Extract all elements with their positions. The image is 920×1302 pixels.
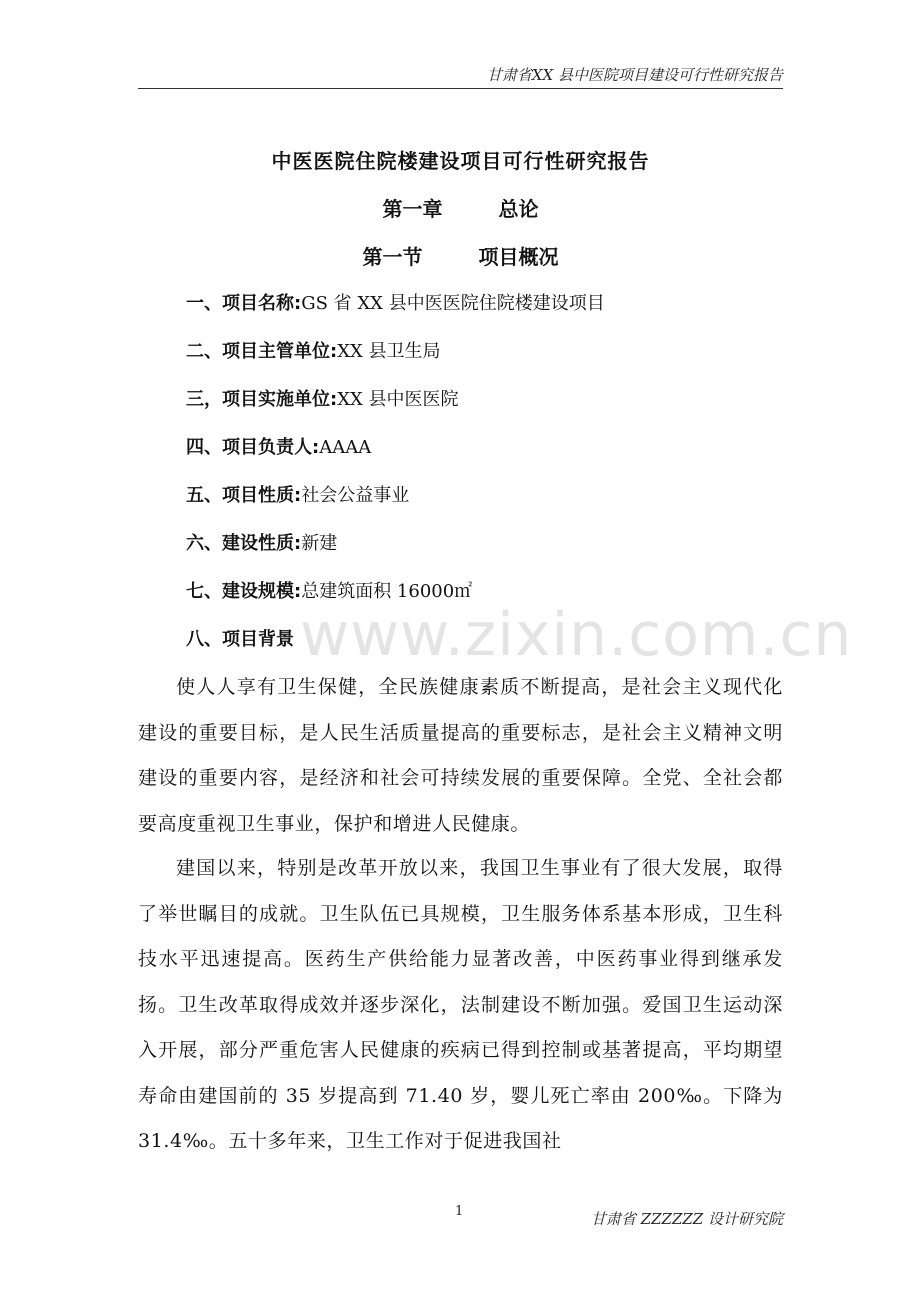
item-label: 三，项目实施单位: [186,389,338,410]
item-label: 六、建设性质: [186,533,302,554]
watermark: www.zixin.com.cn [300,600,853,670]
item-label: 五、项目性质: [186,485,302,506]
item-label: 一、项目名称: [186,293,302,314]
item-value: XX 县中医医院 [337,389,459,410]
item-label: 二、项目主管单位: [186,341,338,362]
item-value: 新建 [301,533,338,554]
header-divider [138,88,783,89]
item-label: 七、建设规模: [186,581,302,602]
section-name: 项目概况 [478,245,559,269]
item-project-background [186,625,294,651]
body-paragraph: 使人人享有卫生保健，全民族健康素质不断提高，是社会主义现代化建设的重要目标，是人民生活质量提高的重要标志，是社会主义精神文明建设的重要内容，是经济和社会可持续发展的重要保障。全党、全社会都要高度重视卫生事业，保护和增进人民健康。 [138,676,783,835]
document-title: 中医医院住院楼建设项目可行性研究报告 [271,149,650,173]
section-heading [138,241,783,270]
item-value: XX 县卫生局 [337,341,441,362]
item-project-nature [186,481,409,507]
item-label: 四、项目负责人: [186,437,320,458]
chapter-name: 总论 [498,197,539,221]
item-construction-scale [186,577,472,603]
chapter-heading [138,193,783,222]
item-project-name [186,289,605,315]
item-value: AAAA [319,437,372,458]
running-header: 甘肃省XX 县中医院项目建设可行性研究报告 [486,66,783,84]
item-value: 总建筑面积 16000㎡ [301,581,473,602]
running-footer: 甘肃省 ZZZZZZ 设计研究院 [590,1210,783,1228]
item-implementing-unit [186,385,459,411]
item-responsible-person [186,433,371,459]
item-supervising-unit [186,337,441,363]
item-value: 社会公益事业 [301,485,410,506]
body-paragraph: 建国以来，特别是改革开放以来，我国卫生事业有了很大发展，取得了举世瞩目的成就。卫生队伍已具规模，卫生服务体系基本形成，卫生科技水平迅速提高。医药生产供给能力显著改善，中医药事业得到继承发扬。卫生改革取得成效并逐步深化，法制建设不断加强。爱国卫生运动深入开展，部分严重危害人民健康的疾病已得到控制或基著提高，平均期望寿命由建国前的 35 岁提高到 71.40 岁，婴儿死亡率由 200‰。下降为 31.4‰。五十多年来，卫生工作对于促进我国社 [138,857,783,1152]
item-value: GS 省 XX 县中医医院住院楼建设项目 [301,293,605,314]
page-number: 1 [455,1204,464,1219]
chapter-number: 第一章 [382,197,443,221]
item-label: 八、项目背景 [186,629,294,650]
section-number: 第一节 [362,245,423,269]
item-construction-nature [186,529,337,555]
